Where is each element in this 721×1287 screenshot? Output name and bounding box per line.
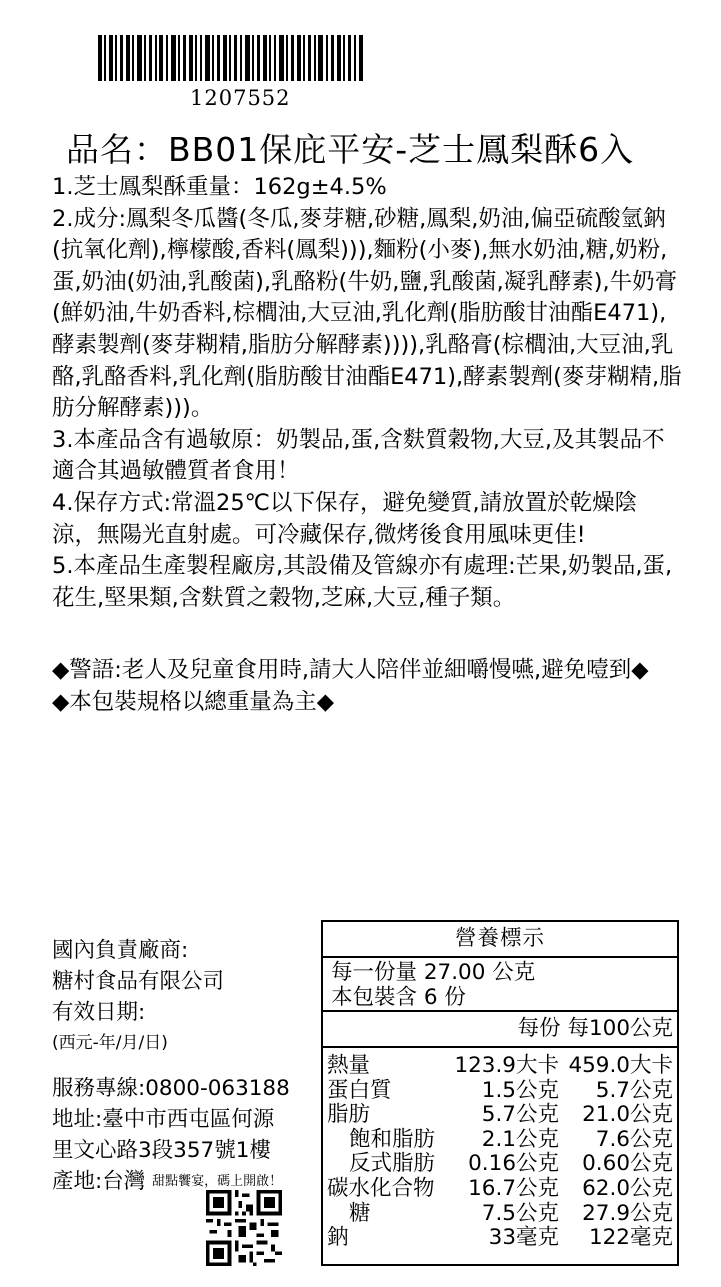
- nutrition-row-protein: [323, 1079, 677, 1104]
- nutrient-label: 反式脂肪: [349, 1151, 436, 1177]
- nutrient-label: 碳水化合物: [327, 1175, 435, 1201]
- manufacturer-label: 國內負責廠商:: [52, 938, 189, 963]
- allergen-notice: 3.本產品含有過敏原：奶製品,蛋,含麩質穀物,大豆,及其製品不適合其過敏體質者食用！: [52, 426, 665, 485]
- per-100g-value: 62.0公克: [582, 1175, 673, 1201]
- nutrient-label: 飽和脂肪: [349, 1126, 436, 1152]
- per-serving-value: 2.1公克: [481, 1126, 559, 1152]
- barcode-number: 1207552: [190, 86, 291, 110]
- per-serving-value: 5.7公克: [481, 1102, 559, 1128]
- qr-code[interactable]: [206, 1190, 282, 1266]
- per-100g-value: 5.7公克: [595, 1077, 673, 1103]
- expiry-format: (西元-年/月/日): [52, 1033, 168, 1053]
- facility-notice: 5.本產品生產製程廠房,其設備及管線亦有處理:芒果,奶製品,蛋,花生,堅果類,含麩質之穀物,芝麻,大豆,種子類。: [52, 553, 673, 611]
- nutrition-column-header: 每份 每100公克: [323, 1012, 677, 1048]
- address-line-2: 里文心路3段357號1樓: [52, 1138, 271, 1163]
- choking-warning: ◆警語:老人及兒童食用時,請大人陪伴並細嚼慢嚥,避免噎到◆: [52, 657, 649, 683]
- per-serving-value: 0.16公克: [468, 1151, 559, 1177]
- per-100g-value: 459.0大卡: [568, 1053, 673, 1078]
- nutrition-facts-table: [321, 920, 679, 1266]
- per-100g-value: 7.6公克: [595, 1126, 673, 1152]
- per-100g-value: 122毫克: [588, 1225, 673, 1251]
- per-100g-value: 0.60公克: [582, 1151, 673, 1177]
- ingredients-list: 2.成分:鳳梨冬瓜醬(冬瓜,麥芽糖,砂糖,鳳梨,奶油,偏亞硫酸氫鈉(抗氧化劑),檸檬酸,香料(鳳梨))),麵粉(小麥),無水奶油,糖,奶粉,蛋,奶油(奶油,乳酸菌),乳酪粉(牛奶,鹽,乳酸菌,凝乳酵素),牛奶膏(鮮奶油,牛奶香料,棕櫚油,大豆油,乳化劑(脂肪酸甘油酯E471),酵素製劑(麥芽糊精,脂肪分解酵素)))),乳酪膏(棕櫚油,大豆油,乳酪,乳酪香料,乳化劑(脂肪酸甘油酯E471),酵素製劑(麥芽糊精,脂肪分解酵素)))。: [52, 205, 682, 422]
- serving-size: 每一份量 27.00 公克: [331, 960, 536, 985]
- nutrition-row-sodium: [323, 1226, 677, 1251]
- per-serving-value: 7.5公克: [481, 1200, 559, 1226]
- ingredients-section: [52, 172, 682, 614]
- servings-per-package: 本包裝含 6 份: [331, 985, 466, 1010]
- weight-notice: ◆本包裝規格以總重量為主◆: [52, 688, 335, 715]
- manufacturer-info: [52, 935, 290, 1197]
- net-weight-line: 1.芝士鳳梨酥重量：162g±4.5%: [52, 174, 387, 200]
- per-serving-value: 1.5公克: [481, 1077, 559, 1103]
- nutrition-row-sugar: [323, 1202, 677, 1227]
- per-serving-value: 123.9大卡: [454, 1053, 559, 1078]
- address-line-1: 地址:臺中市西屯區何源: [52, 1107, 275, 1132]
- per-serving-value: 33毫克: [488, 1225, 559, 1251]
- nutrient-label: 鈉: [327, 1225, 349, 1251]
- nutrition-row-carbohydrate: [323, 1177, 677, 1202]
- serving-info: [323, 958, 677, 1012]
- storage-instructions: 4.保存方式:常溫25℃以下保存，避免變質,請放置於乾燥陰涼，無陽光直射處。可冷藏保存,微烤後食用風味更佳!: [52, 489, 638, 548]
- nutrition-rows: [323, 1048, 677, 1251]
- per-100g-value: 27.9公克: [582, 1200, 673, 1226]
- per-100g-value: 21.0公克: [582, 1102, 673, 1128]
- nutrient-label: 蛋白質: [327, 1077, 392, 1103]
- nutrition-row-fat: [323, 1103, 677, 1128]
- per-serving-value: 16.7公克: [468, 1175, 559, 1201]
- nutrition-title: 營養標示: [323, 922, 677, 958]
- nutrient-label: 脂肪: [327, 1102, 371, 1128]
- product-name: 品名：BB01保庇平安-芝士鳳梨酥6入: [66, 130, 635, 169]
- service-hotline: 服務專線:0800-063188: [52, 1076, 290, 1101]
- nutrition-row-energy: [323, 1054, 677, 1079]
- manufacturer-name: 糖村食品有限公司: [52, 969, 225, 994]
- barcode: [98, 35, 366, 81]
- nutrition-row-saturated-fat: [323, 1128, 677, 1153]
- expiry-label: 有效日期:: [52, 1000, 146, 1025]
- qr-promo-text: 甜點饗宴，碼上開啟！: [152, 1174, 283, 1189]
- nutrient-label: 糖: [349, 1200, 371, 1226]
- nutrient-label: 熱量: [327, 1053, 371, 1078]
- nutrition-row-trans-fat: [323, 1152, 677, 1177]
- warnings-section: [52, 655, 682, 718]
- origin: 產地:台灣: [52, 1169, 146, 1194]
